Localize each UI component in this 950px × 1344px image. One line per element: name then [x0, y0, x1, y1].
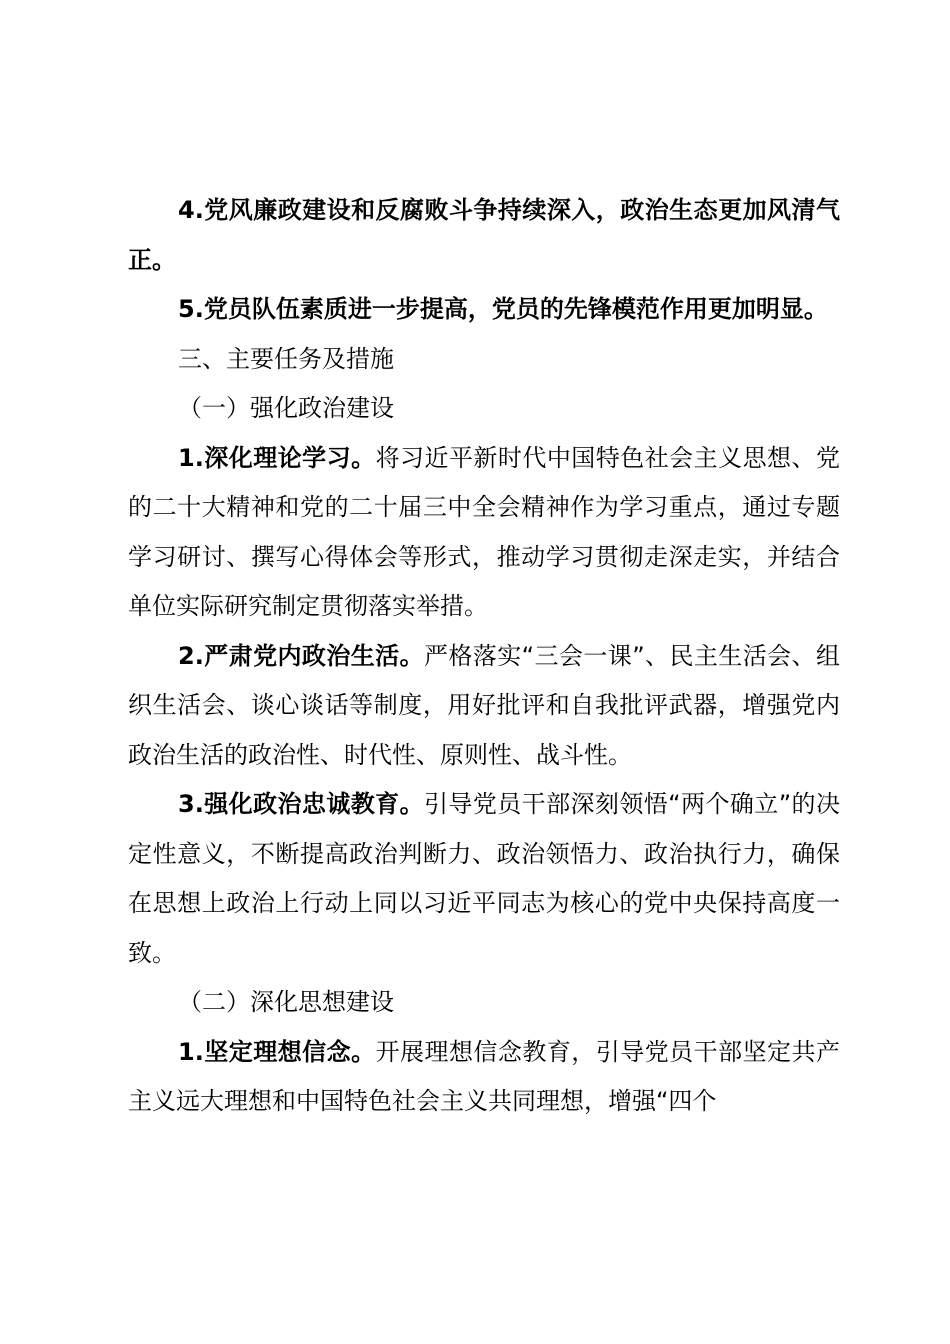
paragraph-goal-5 [128, 285, 840, 335]
paragraph-ideals-beliefs [128, 1028, 840, 1127]
subsection-heading-political [128, 384, 840, 434]
paragraph-lead: 1.坚定理想信念。 [178, 1037, 376, 1066]
paragraph-text: 引导党员干部深刻领悟“两个确立”的决定性意义，不断提高政治判断力、政治领悟力、政治执行力，确保在思想上政治上行动上同以习近平同志为核心的党中央保持高度一致。 [128, 790, 840, 967]
document-body [128, 186, 840, 1127]
heading-text: （二）深化思想建设 [178, 988, 394, 1016]
paragraph-lead: 1.深化理论学习。 [178, 443, 376, 472]
paragraph-text: 开展理想信念教育，引导党员干部坚定共产主义远大理想和中国特色社会主义共同理想，增强“四个 [128, 1037, 840, 1115]
section-heading-main-tasks [128, 335, 840, 385]
paragraph-lead: 3.强化政治忠诚教育。 [178, 790, 424, 818]
heading-text: （一）强化政治建设 [178, 394, 394, 422]
paragraph-goal-4 [128, 186, 840, 285]
paragraph-text: 4.党风廉政建设和反腐败斗争持续深入，政治生态更加风清气正。 [128, 196, 840, 274]
paragraph-text: 5.党员队伍素质进一步提高，党员的先锋模范作用更加明显。 [178, 295, 828, 323]
paragraph-text: 将习近平新时代中国特色社会主义思想、党的二十大精神和党的二十届三中全会精神作为学习重点，通过专题学习研讨、撰写心得体会等形式，推动学习贯彻走深走实，并结合单位实际研究制定贯彻落实举措。 [128, 443, 840, 620]
heading-text: 三、主要任务及措施 [178, 344, 394, 373]
paragraph-text: 严格落实“三会一课”、民主生活会、组织生活会、谈心谈话等制度，用好批评和自我批评武器，增强党内政治生活的政治性、时代性、原则性、战斗性。 [128, 641, 840, 769]
subsection-heading-ideological [128, 978, 840, 1028]
paragraph-party-life [128, 632, 840, 781]
paragraph-theory-study [128, 434, 840, 632]
paragraph-loyalty-education [128, 780, 840, 978]
paragraph-lead: 2.严肃党内政治生活。 [178, 641, 424, 670]
